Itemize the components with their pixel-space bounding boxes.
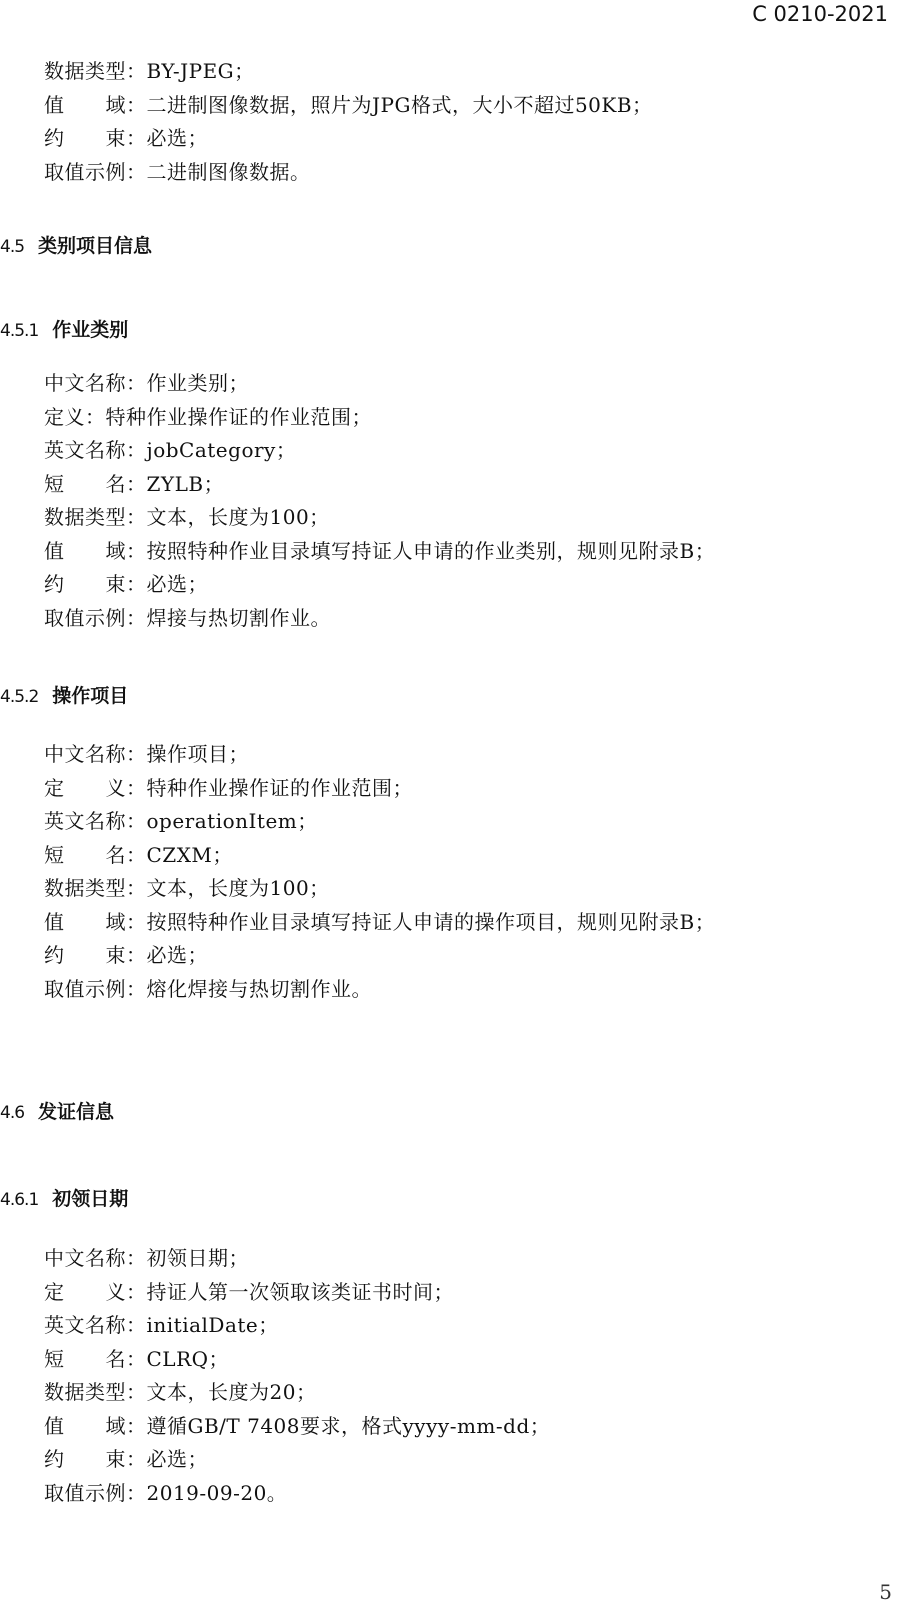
section-number: 4.6: [0, 1103, 25, 1123]
field-line: 数据类型：文本，长度为20；: [44, 1380, 317, 1404]
field-line: 中文名称：初领日期；: [44, 1246, 249, 1270]
section-title: 作业类别: [52, 319, 129, 341]
field-line: 数据类型：BY-JPEG；: [44, 59, 255, 83]
field-line: 定 义：特种作业操作证的作业范围；: [44, 775, 413, 800]
section-heading-4-5-1: [0, 315, 128, 342]
field-line: 定义：特种作业操作证的作业范围；: [44, 404, 372, 429]
section-heading-4-6-1: [0, 1184, 128, 1211]
field-block-job-category: [44, 367, 715, 635]
section-heading-4-6: [0, 1097, 114, 1124]
field-line: 定 义：持证人第一次领取该类证书时间；: [44, 1279, 454, 1304]
field-line: 中文名称：操作项目；: [44, 742, 249, 766]
field-line: 英文名称：jobCategory；: [44, 438, 297, 462]
field-line: 值 域：按照特种作业目录填写持证人申请的操作项目，规则见附录B；: [44, 909, 716, 934]
field-line: 取值示例：焊接与热切割作业。: [44, 605, 331, 630]
section-number: 4.5: [0, 237, 25, 257]
section-number: 4.6.1: [0, 1190, 39, 1210]
field-line: 值 域：按照特种作业目录填写持证人申请的作业类别，规则见附录B；: [44, 538, 716, 563]
field-line: 英文名称：operationItem；: [44, 809, 318, 833]
section-heading-4-5-2: [0, 681, 128, 708]
field-line: 约 束：必选；: [44, 126, 208, 150]
field-line: 约 束：必选；: [44, 943, 208, 967]
field-line: 短 名：CLRQ；: [44, 1346, 230, 1371]
field-line: 取值示例：熔化焊接与热切割作业。: [44, 976, 372, 1001]
section-title: 操作项目: [52, 685, 129, 707]
section-title: 初领日期: [52, 1188, 129, 1210]
section-title: 发证信息: [38, 1101, 115, 1123]
page-number: 5: [879, 1580, 892, 1604]
section-number: 4.5.2: [0, 687, 39, 707]
section-heading-4-5: [0, 231, 152, 258]
top-field-block: [44, 55, 653, 189]
section-number: 4.5.1: [0, 321, 39, 341]
field-line: 数据类型：文本，长度为100；: [44, 876, 330, 900]
field-block-initial-date: [44, 1242, 550, 1510]
field-line: 取值示例：二进制图像数据。: [44, 159, 311, 184]
field-line: 值 域：遵循GB/T 7408要求，格式yyyy-mm-dd；: [44, 1413, 551, 1438]
field-line: 中文名称：作业类别；: [44, 371, 249, 395]
field-line: 英文名称：initialDate；: [44, 1313, 279, 1337]
field-line: 短 名：ZYLB；: [44, 471, 225, 496]
field-line: 约 束：必选；: [44, 572, 208, 596]
field-block-operation-item: [44, 738, 715, 1006]
field-line: 值 域：二进制图像数据，照片为JPG格式，大小不超过50KB；: [44, 92, 653, 117]
field-line: 短 名：CZXM；: [44, 842, 233, 867]
section-title: 类别项目信息: [38, 235, 153, 257]
field-line: 数据类型：文本，长度为100；: [44, 505, 330, 529]
field-line: 约 束：必选；: [44, 1447, 208, 1471]
document-code: C 0210-2021: [752, 2, 888, 26]
field-line: 取值示例：2019-09-20。: [44, 1480, 288, 1505]
